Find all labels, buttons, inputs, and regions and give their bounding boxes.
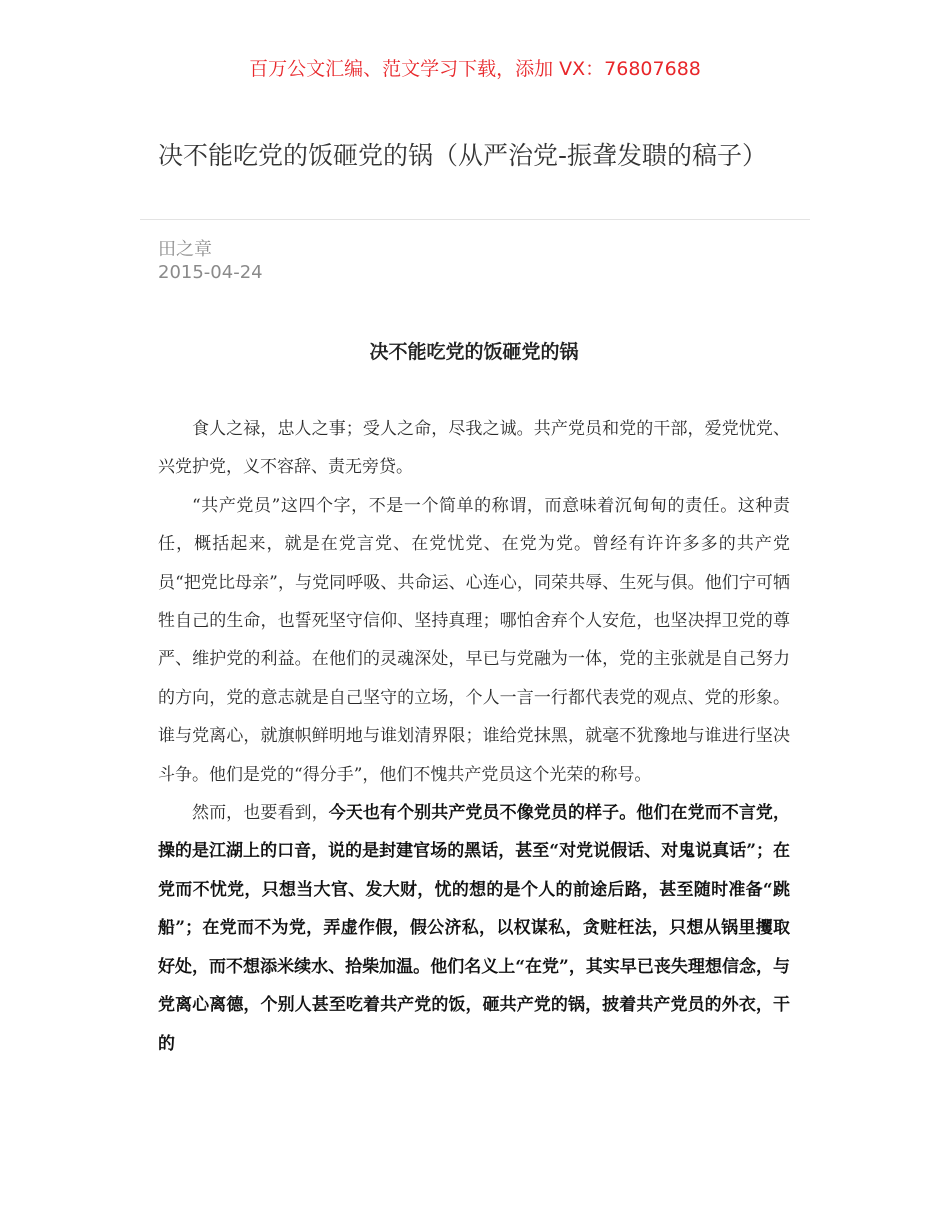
article-body — [158, 410, 790, 1063]
paragraph-emphasis: 今天也有个别共产党员不像党员的样子。他们在党而不言党，操的是江湖上的口音，说的是封建官场的黑话，甚至“对党说假话、对鬼说真话”；在党而不忧党，只想当大官、发大财，忧的想的是个人的前途后路，甚至随时准备“跳船”；在党而不为党，弄虚作假，假公济私，以权谋私，贪赃枉法，只想从锅里攫取好处，而不想添米续水、拾柴加温。他们名义上“在党”，其实早已丧失理想信念，与党离心离德，个别人甚至吃着共产党的饭，砸共产党的锅，披着共产党员的外衣，干的 — [158, 803, 791, 1054]
paragraph-lead: 然而，也要看到， — [192, 803, 329, 824]
article-meta — [158, 238, 263, 284]
publish-date: 2015-04-24 — [158, 262, 263, 283]
title-divider — [140, 219, 810, 220]
paragraph — [158, 794, 790, 1063]
author-name: 田之章 — [158, 239, 212, 260]
paragraph: “共产党员”这四个字，不是一个简单的称谓，而意味着沉甸甸的责任。这种责任，概括起来，就是在党言党、在党忧党、在党为党。曾经有许许多多的共产党员“把党比母亲”，与党同呼吸、共命运、心连心，同荣共辱、生死与俱。他们宁可牺牲自己的生命，也誓死坚守信仰、坚持真理；哪怕舍弃个人安危，也坚决捍卫党的尊严、维护党的利益。在他们的灵魂深处，早已与党融为一体，党的主张就是自己努力的方向，党的意志就是自己坚守的立场，个人一言一行都代表党的观点、党的形象。谁与党离心，就旗帜鲜明地与谁划清界限；谁给党抹黑，就毫不犹豫地与谁进行坚决斗争。他们是党的“得分手”，他们不愧共产党员这个光荣的称号。 — [158, 495, 790, 785]
download-banner: 百万公文汇编、范文学习下载，添加 VX：76807688 — [249, 58, 701, 80]
document-heading: 决不能吃党的饭砸党的锅 — [369, 341, 579, 363]
paragraph: 食人之禄，忠人之事；受人之命，尽我之诚。共产党员和党的干部，爱党忧党、兴党护党，义不容辞、责无旁贷。 — [158, 419, 790, 478]
article-title: 决不能吃党的饭砸党的锅（从严治党-振聋发聩的稿子） — [158, 141, 768, 170]
